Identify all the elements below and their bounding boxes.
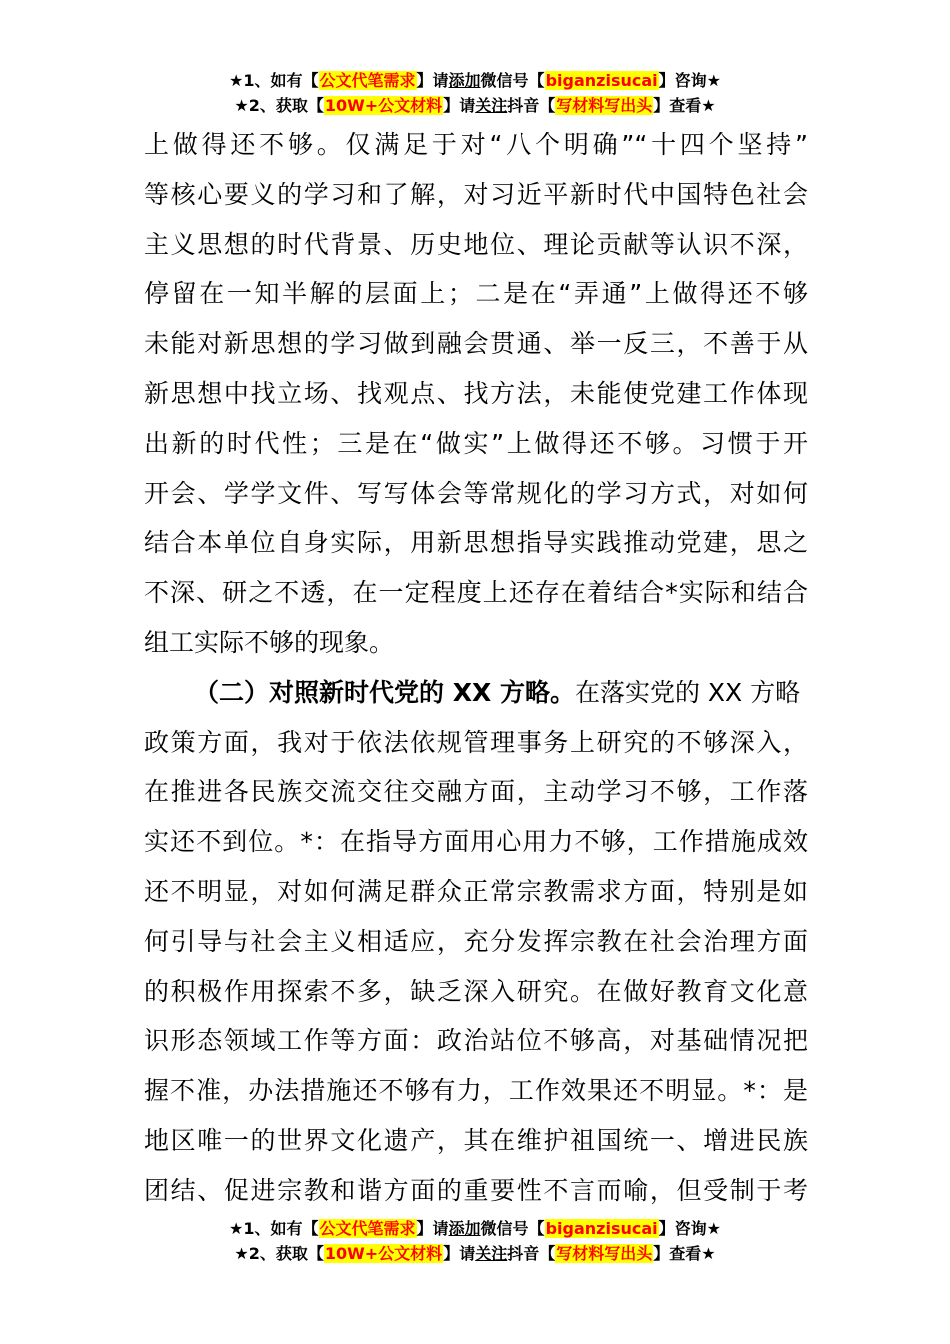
star-icon: ★ xyxy=(701,96,716,115)
banner-text: 】咨询 xyxy=(658,71,707,90)
star-icon: ★ xyxy=(229,71,244,90)
banner-text: 2、获取【 xyxy=(248,96,324,115)
highlight-wechat-id: biganzisucai xyxy=(545,71,658,90)
banner-text: 】请 xyxy=(416,71,449,90)
body-line: 在推进各民族交流交往交融方面，主动学习不够，工作落 xyxy=(144,777,808,807)
star-icon: ★ xyxy=(706,71,721,90)
underlined-text: 关注 xyxy=(475,96,508,115)
section-2-first-line xyxy=(144,668,808,718)
star-icon: ★ xyxy=(234,1244,249,1263)
body-line: 还不明显，对如何满足群众正常宗教需求方面，特别是如 xyxy=(144,876,808,906)
body-line: 何引导与社会主义相适应，充分发挥宗教在社会治理方面 xyxy=(144,926,808,956)
body-line: 未能对新思想的学习做到融会贯通、举一反三，不善于从 xyxy=(144,329,808,359)
banner-text: 1、如有【 xyxy=(243,71,319,90)
body-line: 识形态领域工作等方面：政治站位不够高，对基础情况把 xyxy=(144,1026,808,1056)
highlight-service: 公文代笔需求 xyxy=(319,1219,416,1238)
banner-text: 】咨询 xyxy=(658,1219,707,1238)
body-line: 新思想中找立场、找观点、找方法，未能使党建工作体现 xyxy=(144,378,808,408)
banner-text: 2、获取【 xyxy=(248,1244,324,1263)
highlight-wechat-id: biganzisucai xyxy=(545,1219,658,1238)
highlight-materials: 10W+公文材料 xyxy=(324,96,443,115)
body-line: 主义思想的时代背景、历史地位、理论贡献等认识不深， xyxy=(144,229,808,259)
body-line: 政策方面，我对于依法依规管理事务上研究的不够深入， xyxy=(144,727,808,757)
banner-line-1 xyxy=(0,1216,950,1241)
body-line: 握不准，办法措施还不够有力，工作效果还不明显。*：是 xyxy=(144,1076,808,1106)
body-line: 实还不到位。*：在指导方面用心用力不够，工作措施成效 xyxy=(144,827,808,857)
section-heading: （二）对照新时代党的 XX 方略。 xyxy=(194,677,575,707)
banner-text: 微信号【 xyxy=(480,71,545,90)
body-line: 停留在一知半解的层面上；二是在“弄通”上做得还不够 xyxy=(144,279,808,309)
highlight-materials: 10W+公文材料 xyxy=(324,1244,443,1263)
star-icon: ★ xyxy=(234,96,249,115)
underlined-text: 添加 xyxy=(448,71,481,90)
body-line: 不深、研之不透，在一定程度上还存在着结合*实际和结合 xyxy=(144,578,808,608)
banner-text: 】查看 xyxy=(653,1244,702,1263)
banner-text: 抖音【 xyxy=(507,96,556,115)
banner-text: 】请 xyxy=(443,96,476,115)
star-icon: ★ xyxy=(701,1244,716,1263)
body-line: 上做得还不够。仅满足于对“八个明确”“十四个坚持” xyxy=(144,130,808,159)
body-line: 结合本单位自身实际，用新思想指导实践推动党建，思之 xyxy=(144,528,808,558)
banner-line-2 xyxy=(0,93,950,118)
banner-text: 微信号【 xyxy=(480,1219,545,1238)
body-line: 组工实际不够的现象。 xyxy=(144,627,395,657)
body-line: 等核心要义的学习和了解，对习近平新时代中国特色社会 xyxy=(144,179,808,209)
banner-line-1 xyxy=(0,68,950,93)
star-icon: ★ xyxy=(706,1219,721,1238)
footer-banner xyxy=(0,1216,950,1266)
banner-line-2 xyxy=(0,1241,950,1266)
body-line: 开会、学学文件、写写体会等常规化的学习方式，对如何 xyxy=(144,478,808,508)
section-text: 在落实党的 XX 方略 xyxy=(574,677,801,707)
underlined-text: 关注 xyxy=(475,1244,508,1263)
banner-text: 】查看 xyxy=(653,96,702,115)
body-line: 出新的时代性；三是在“做实”上做得还不够。习惯于开 xyxy=(144,428,808,458)
star-icon: ★ xyxy=(229,1219,244,1238)
body-line: 地区唯一的世界文化遗产，其在维护祖国统一、增进民族 xyxy=(144,1125,808,1155)
highlight-service: 公文代笔需求 xyxy=(319,71,416,90)
banner-text: 】请 xyxy=(416,1219,449,1238)
banner-text: 抖音【 xyxy=(507,1244,556,1263)
highlight-douyin-account: 写材料写出头 xyxy=(556,96,653,115)
underlined-text: 添加 xyxy=(448,1219,481,1238)
header-banner xyxy=(0,68,950,118)
highlight-douyin-account: 写材料写出头 xyxy=(556,1244,653,1263)
body-line: 的积极作用探索不多，缺乏深入研究。在做好教育文化意 xyxy=(144,976,808,1006)
body-line: 团结、促进宗教和谐方面的重要性不言而喻，但受制于考 xyxy=(144,1175,808,1205)
document-body xyxy=(144,120,808,1216)
banner-text: 1、如有【 xyxy=(243,1219,319,1238)
banner-text: 】请 xyxy=(443,1244,476,1263)
